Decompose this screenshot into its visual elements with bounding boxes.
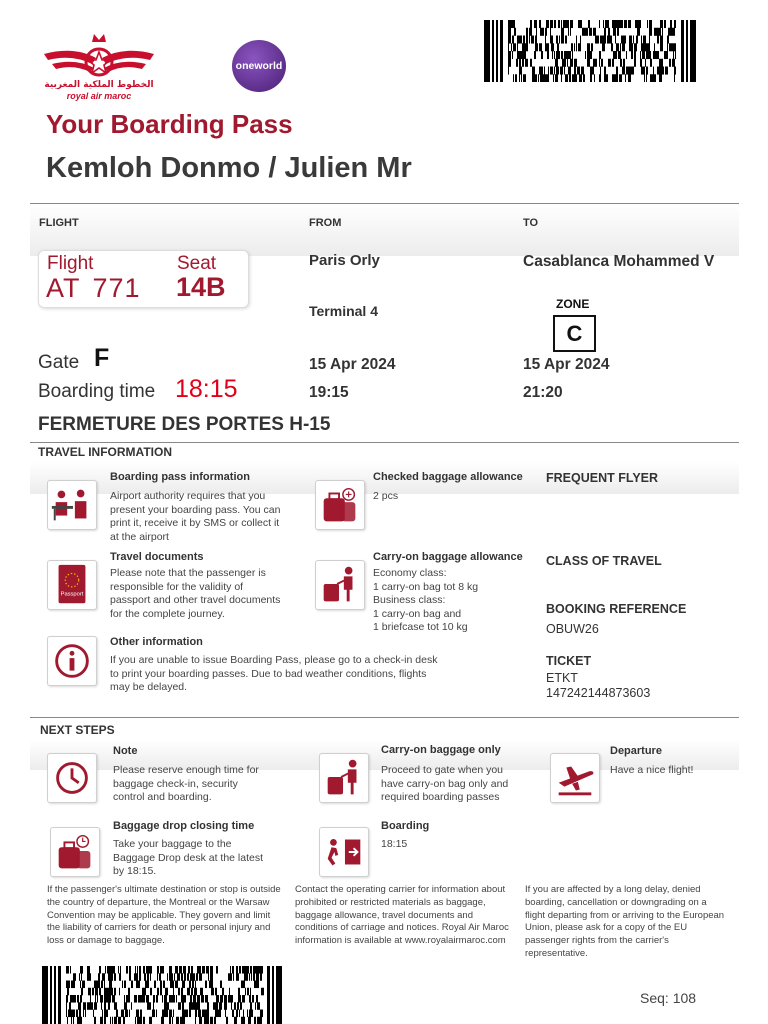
oneworld-logo: oneworld <box>232 40 286 92</box>
gate-label: Gate <box>38 352 80 373</box>
from-airport: Paris Orly <box>309 252 380 269</box>
check-in-desk-icon <box>47 480 97 530</box>
baggage-drop-icon <box>50 827 100 877</box>
carry-on-only-title: Carry-on baggage only <box>381 744 501 756</box>
boarding-pass-info-text: Airport authority requires that you present your boarding pass. You can print it, receive it by SMS or collect it at the airport <box>110 490 281 543</box>
logo-text: royal air maroc <box>66 91 132 101</box>
from-date: 15 Apr 2024 <box>309 356 396 373</box>
flight-header-shade <box>30 204 739 256</box>
next-steps-heading: NEXT STEPS <box>40 723 115 737</box>
checked-baggage-text: 2 pcs <box>373 490 399 502</box>
seq-value: 108 <box>672 990 697 1006</box>
zone-box <box>553 315 596 352</box>
bottom-barcode <box>42 966 282 1024</box>
footer-carrier-note: Contact the operating carrier for information about prohibited or restricted materials as baggage, baggage allowance, travel documents and conditions of carriage and notices. Royal Air Maroc information is available at www.royalairmaroc.com <box>295 884 509 947</box>
other-info-text: If you are unable to issue Boarding Pass, please go to a check-in desk to print your boarding passes. Due to bad weather conditions, flights may be delayed. <box>110 654 438 693</box>
note-text: Please reserve enough time for baggage check-in, security control and boarding. <box>113 764 259 803</box>
baggage-drop-title: Baggage drop closing time <box>113 820 255 832</box>
gate-closing-notice: FERMETURE DES PORTES H-15 <box>38 414 331 435</box>
to-date: 15 Apr 2024 <box>523 356 610 373</box>
flight-label: Flight <box>47 253 94 274</box>
ticket-value: ETKT 147242144873603 <box>546 671 651 700</box>
departure-text: Have a nice flight! <box>610 764 694 776</box>
class-of-travel-label: CLASS OF TRAVEL <box>546 554 662 568</box>
travel-documents-title: Travel documents <box>110 551 204 563</box>
ticket-label: TICKET <box>546 654 592 668</box>
clock-icon <box>47 753 97 803</box>
booking-reference-label: BOOKING REFERENCE <box>546 602 687 616</box>
carry-on-allowance-text: Economy class: 1 carry-on bag tot 8 kg Business class: 1 carry-on bag and 1 briefcase tot 10 kg <box>373 567 479 633</box>
note-title: Note <box>113 745 138 757</box>
boarding-title: Boarding <box>381 820 430 832</box>
booking-reference-value: OBUW26 <box>546 622 599 636</box>
passenger-name: Kemloh Donmo / Julien Mr <box>46 152 412 184</box>
boarding-gate-icon <box>319 827 369 877</box>
flight-header: FLIGHT <box>39 217 79 229</box>
boarding-time-value: 18:15 <box>175 375 238 403</box>
from-terminal: Terminal 4 <box>309 303 378 319</box>
departure-plane-icon <box>550 753 600 803</box>
footer-liability-note: If the passenger's ultimate destination or stop is outside the country of departure, the Montreal or the Warsaw Convention may be applicable. They govern and limit the liability of carriers for death or personal injury and loss or damage to baggage. <box>47 884 281 947</box>
gate-value: F <box>94 344 110 372</box>
carry-on-allowance-title: Carry-on baggage allowance <box>373 551 523 563</box>
from-header: FROM <box>309 217 342 229</box>
info-icon <box>47 636 97 686</box>
passport-icon <box>47 560 97 610</box>
royal-air-maroc-logo <box>34 24 164 102</box>
carry-on-baggage-icon <box>315 560 365 610</box>
boarding-pass-info-title: Boarding pass information <box>110 471 250 483</box>
frequent-flyer-label: FREQUENT FLYER <box>546 471 659 485</box>
divider <box>30 442 739 443</box>
zone-value: C <box>566 320 583 346</box>
seq-label: Seq: <box>640 990 669 1006</box>
boarding-text: 18:15 <box>381 838 408 850</box>
boarding-time-label: Boarding time <box>38 381 156 402</box>
flight-number: AT 771 <box>46 273 141 303</box>
seat-number: 14B <box>176 272 226 302</box>
sequence-number <box>640 990 696 1006</box>
to-header: TO <box>523 217 539 229</box>
zone-label: ZONE <box>556 297 590 311</box>
carry-on-only-icon <box>319 753 369 803</box>
departure-title: Departure <box>610 745 662 757</box>
svg-text:Passport: Passport <box>60 591 84 598</box>
footer-eu-rights-note: If you are affected by a long delay, denied boarding, cancellation or downgrading on a flight departing from or arriving to the European Union, please ask for a copy of the EU passenger rights from the carrier's representative. <box>525 884 725 959</box>
flight-seat-card <box>38 250 249 308</box>
checked-baggage-icon <box>315 480 365 530</box>
seat-label: Seat <box>177 253 217 274</box>
travel-documents-text: Please note that the passenger is responsible for the validity of passport and other travel documents for the complete journey. <box>110 567 281 620</box>
logo-arabic-text: الخطوط الملكية المغربية <box>44 80 154 90</box>
other-info-title: Other information <box>110 636 203 648</box>
carry-on-only-text: Proceed to gate when you have carry-on bag only and required boarding passes <box>381 764 509 803</box>
to-airport: Casablanca Mohammed V <box>523 253 715 270</box>
from-time: 19:15 <box>309 384 349 401</box>
top-barcode <box>484 20 696 82</box>
checked-baggage-title: Checked baggage allowance <box>373 471 523 483</box>
divider <box>30 717 739 718</box>
travel-info-heading: TRAVEL INFORMATION <box>38 445 172 459</box>
to-time: 21:20 <box>523 384 563 401</box>
baggage-drop-text: Take your baggage to the Baggage Drop desk at the latest by 18:15. <box>113 838 264 877</box>
page-title: Your Boarding Pass <box>46 109 293 139</box>
